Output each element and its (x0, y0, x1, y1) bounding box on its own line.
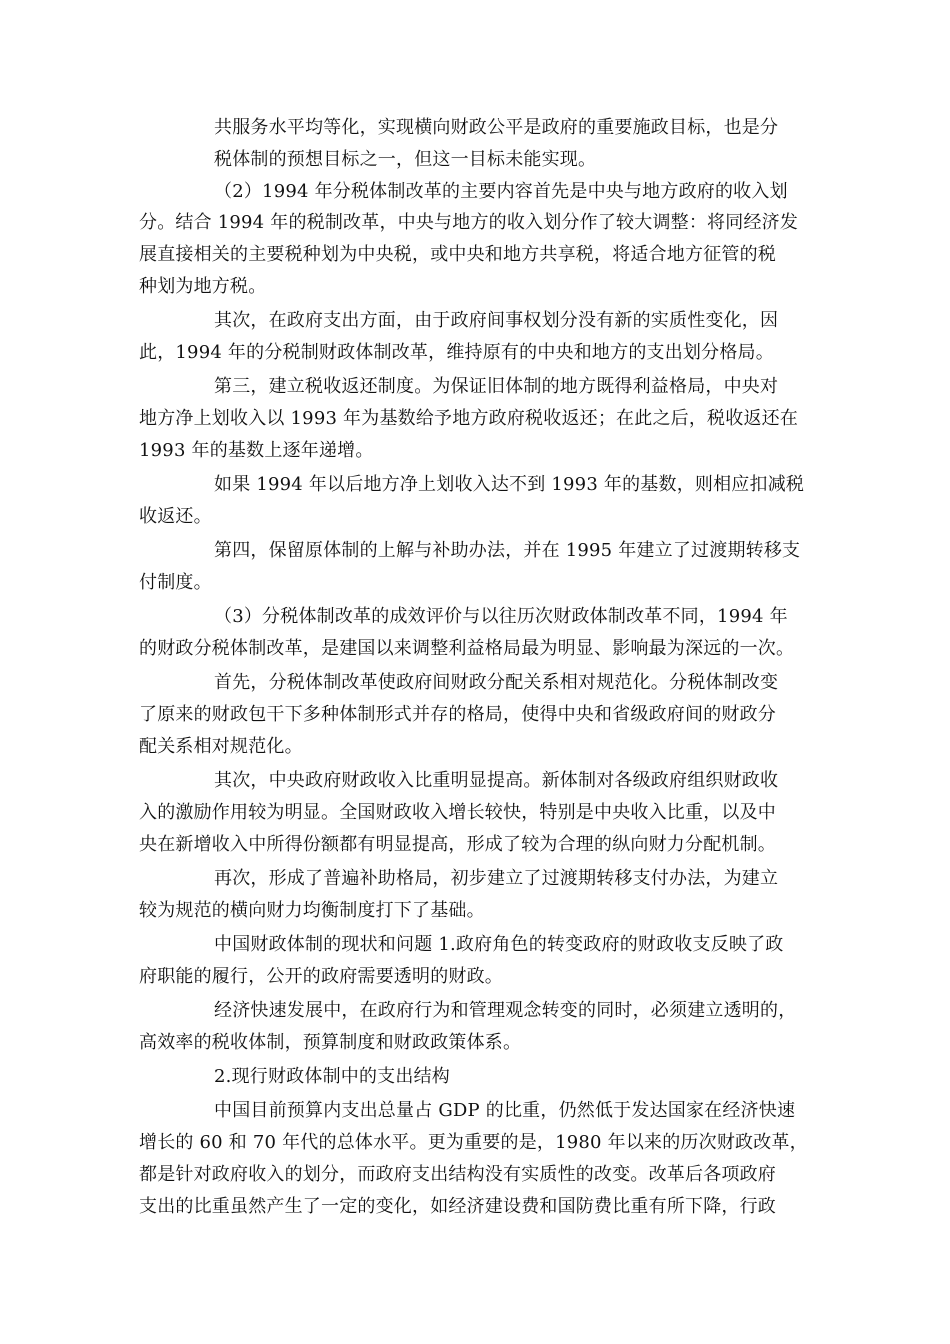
text-line: 其次，在政府支出方面，由于政府间事权划分没有新的实质性变化，因 (214, 310, 779, 331)
text-line: 分。结合 1994 年的税制改革，中央与地方的收入划分作了较大调整：将同经济发 (139, 212, 799, 233)
text-line: （3）分税体制改革的成效评价与以往历次财政体制改革不同，1994 年 (214, 606, 788, 627)
text-line: 的财政分税体制改革，是建国以来调整利益格局最为明显、影响最为深远的一次。 (139, 638, 795, 659)
text-line: 央在新增收入中所得份额都有明显提高，形成了较为合理的纵向财力分配机制。 (139, 834, 776, 855)
text-line: 税体制的预想目标之一，但这一目标未能实现。 (214, 149, 597, 170)
text-line: 配关系相对规范化。 (139, 736, 303, 757)
text-line: 收返还。 (139, 506, 212, 527)
text-line: 付制度。 (139, 572, 212, 593)
text-line: 都是针对政府收入的划分，而政府支出结构没有实质性的改变。改革后各项政府 (139, 1164, 776, 1185)
text-line: 展直接相关的主要税种划为中央税，或中央和地方共享税，将适合地方征管的税 (139, 244, 776, 265)
text-line: 再次，形成了普遍补助格局，初步建立了过渡期转移支付办法，为建立 (214, 868, 779, 889)
text-line: 共服务水平均等化，实现横向财政公平是政府的重要施政目标，也是分 (214, 117, 779, 138)
text-line: 经济快速发展中，在政府行为和管理观念转变的同时，必须建立透明的， (214, 1000, 797, 1021)
text-line: 如果 1994 年以后地方净上划收入达不到 1993 年的基数，则相应扣减税 (214, 474, 805, 495)
text-line: 增长的 60 和 70 年代的总体水平。更为重要的是，1980 年以来的历次财政改革， (139, 1132, 808, 1153)
section-heading: 2.现行财政体制中的支出结构 (214, 1066, 450, 1087)
text-line: （2）1994 年分税体制改革的主要内容首先是中央与地方政府的收入划 (214, 181, 788, 202)
text-line: 入的激励作用较为明显。全国财政收入增长较快，特别是中央收入比重，以及中 (139, 802, 776, 823)
text-line: 支出的比重虽然产生了一定的变化，如经济建设费和国防费比重有所下降，行政 (139, 1196, 776, 1217)
text-line: 第四，保留原体制的上解与补助办法，并在 1995 年建立了过渡期转移支 (214, 540, 801, 561)
text-line: 其次，中央政府财政收入比重明显提高。新体制对各级政府组织财政收 (214, 770, 779, 791)
text-line: 地方净上划收入以 1993 年为基数给予地方政府税收返还；在此之后，税收返还在 (139, 408, 799, 429)
text-line: 高效率的税收体制，预算制度和财政政策体系。 (139, 1032, 522, 1053)
text-line: 较为规范的横向财力均衡制度打下了基础。 (139, 900, 485, 921)
text-line: 中国财政体制的现状和问题 1.政府角色的转变政府的财政收支反映了政 (214, 934, 784, 955)
text-line: 府职能的履行，公开的政府需要透明的财政。 (139, 966, 503, 987)
text-line: 第三，建立税收返还制度。为保证旧体制的地方既得利益格局，中央对 (214, 376, 779, 397)
text-line: 首先，分税体制改革使政府间财政分配关系相对规范化。分税体制改变 (214, 672, 779, 693)
text-line: 种划为地方税。 (139, 276, 267, 297)
text-line: 了原来的财政包干下多种体制形式并存的格局，使得中央和省级政府间的财政分 (139, 704, 776, 725)
text-line: 中国目前预算内支出总量占 GDP 的比重，仍然低于发达国家在经济快速 (214, 1100, 796, 1121)
text-line: 1993 年的基数上逐年递增。 (139, 440, 374, 461)
text-line: 此，1994 年的分税制财政体制改革，维持原有的中央和地方的支出划分格局。 (139, 342, 774, 363)
